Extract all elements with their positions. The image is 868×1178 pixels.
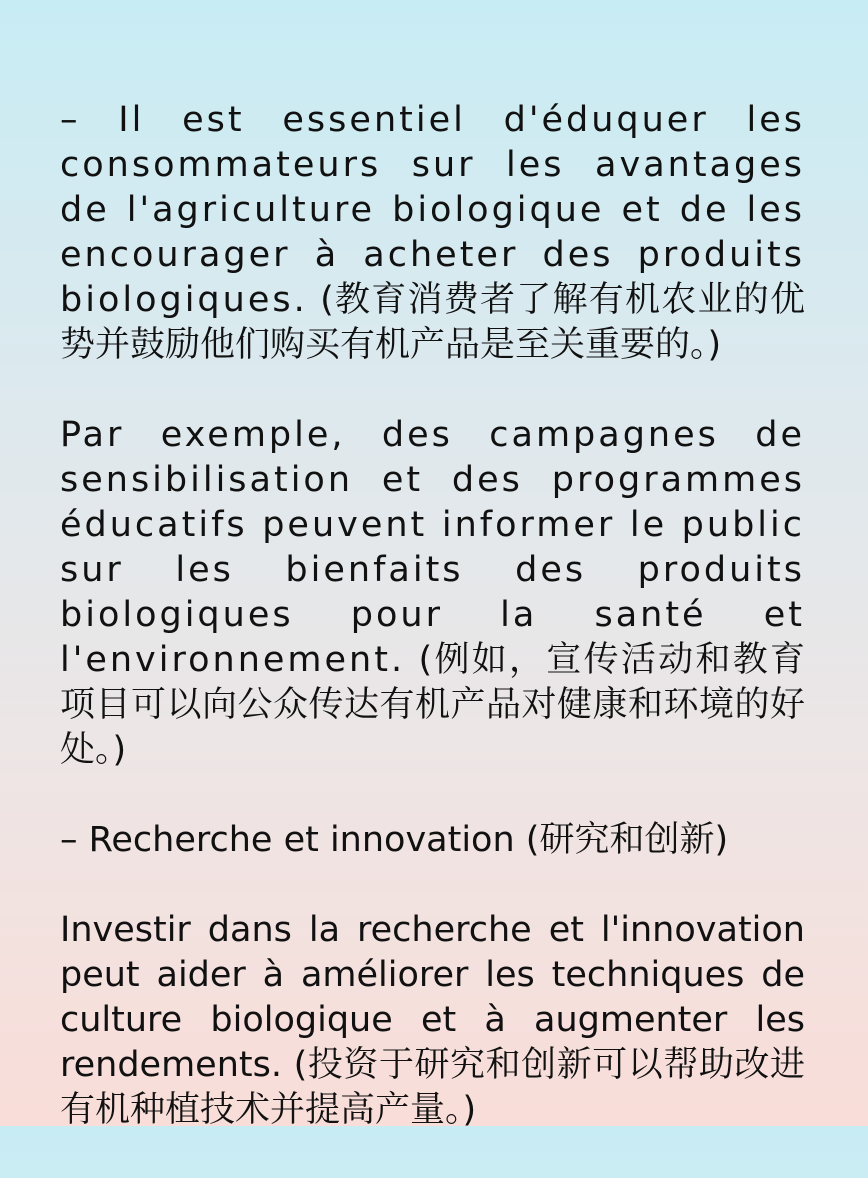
paragraph-investment-chinese: (投资于研究和创新可以帮助改进有机种植技术并提高产量。) — [60, 1045, 805, 1130]
paragraph-education-french: – Il est essentiel d'éduquer les consommateurs sur les avantages de l'agriculture biologique et de les encourager à acheter des produits biologiques. — [60, 100, 805, 320]
paragraph-investment — [60, 908, 805, 1133]
document-body — [60, 98, 805, 1178]
section-heading-research — [60, 818, 805, 863]
paragraph-investment-french: Investir dans la recherche et l'innovation peut aider à améliorer les techniques de culture biologique et à augmenter les rendements. — [60, 910, 805, 1085]
paragraph-example — [60, 413, 805, 773]
paragraph-education — [60, 98, 805, 368]
section-heading-chinese: (研究和创新) — [514, 820, 729, 860]
paragraph-education-chinese: (教育消费者了解有机农业的优势并鼓励他们购买有机产品是至关重要的。) — [60, 280, 805, 365]
paragraph-example-french: Par exemple, des campagnes de sensibilisation et des programmes éducatifs peuvent informer le public sur les bienfaits des produits biologiques pour la santé et l'environnement. — [60, 415, 805, 680]
section-heading-french: – Recherche et innovation — [60, 820, 515, 860]
paragraph-example-chinese: (例如，宣传活动和教育项目可以向公众传达有机产品对健康和环境的好处。) — [60, 640, 805, 770]
